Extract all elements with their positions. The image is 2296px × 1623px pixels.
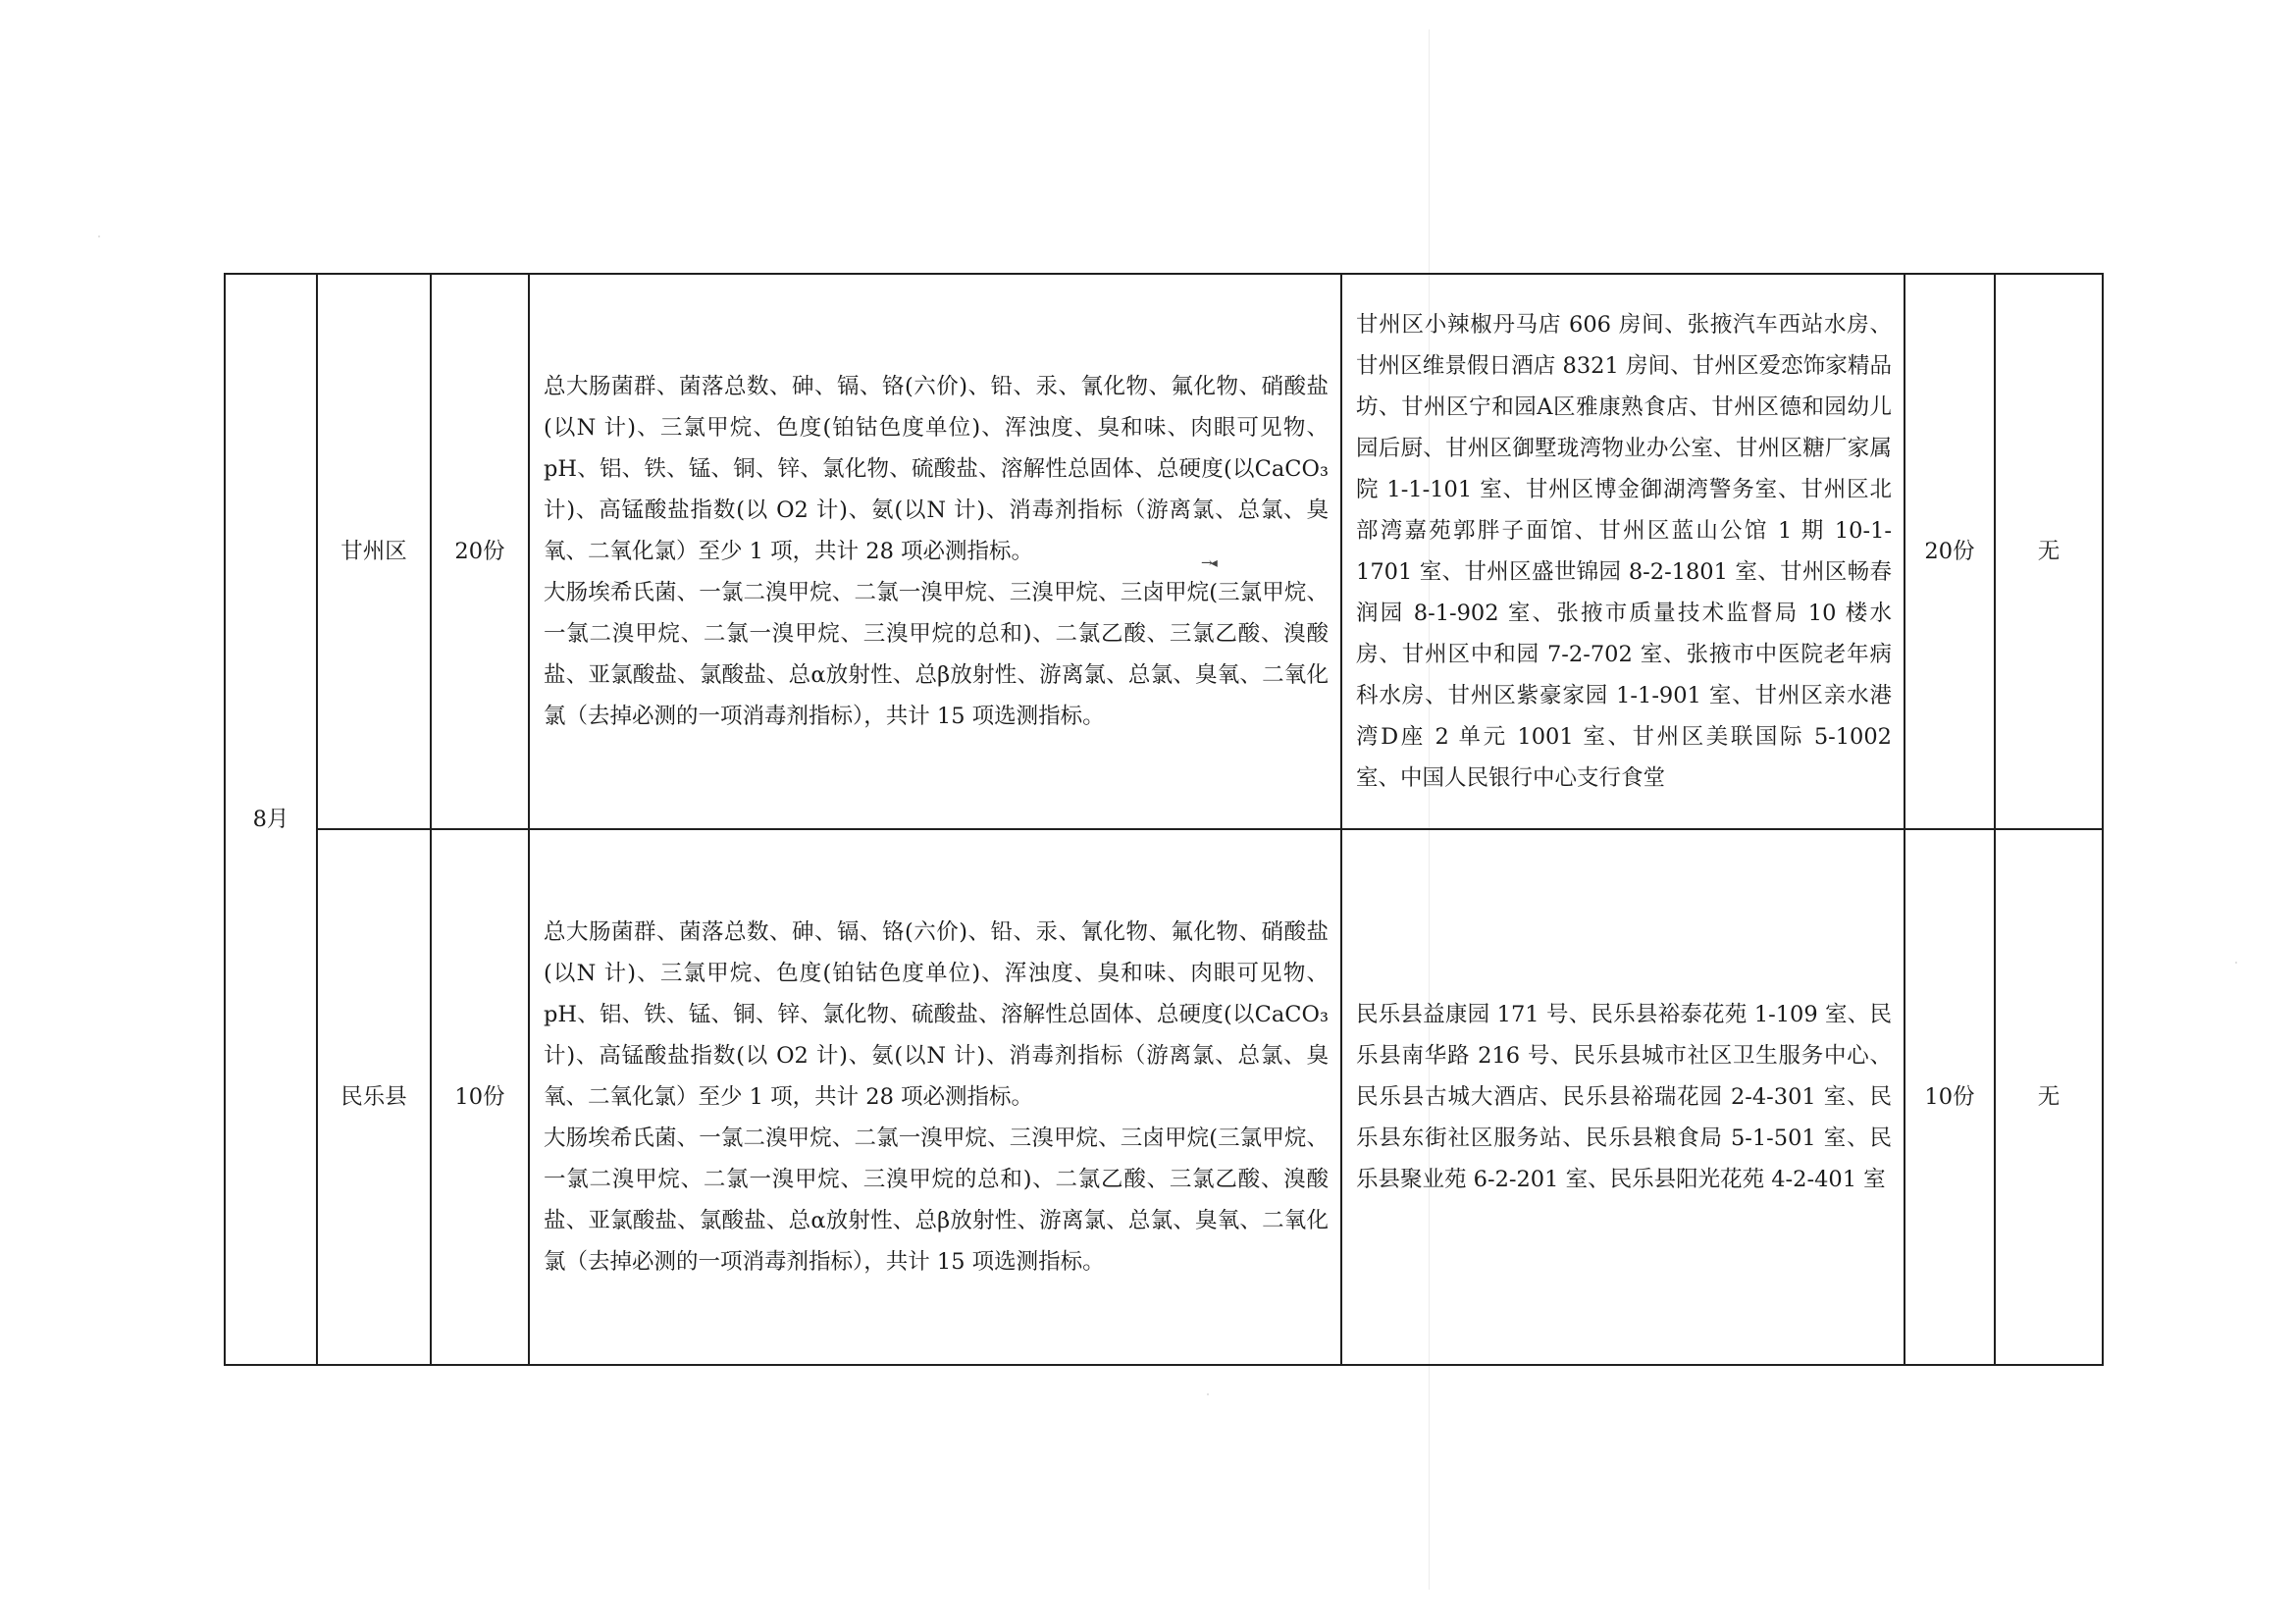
sampling-sites-cell	[1341, 274, 1905, 829]
sampling-sites-text: 甘州区小辣椒丹马店 606 房间、张掖汽车西站水房、甘州区维景假日酒店 8321 房间、甘州区爱恋饰家精品坊、甘州区宁和园A区雅康熟食店、甘州区德和园幼儿园后厨、甘州区御墅珑湾物业办公室、甘州区糖厂家属院 1-1-101 室、甘州区博金御湖湾警务室、甘州区北部湾嘉苑郭胖子面馆、甘州区蓝山公馆 1 期 10-1-1701 室、甘州区盛世锦园 8-2-1801 室、甘州区畅春润园 8-1-902 室、张掖市质量技术监督局 10 楼水房、甘州区中和园 7-2-702 室、张掖市中医院老年病科水房、甘州区紫豪家园 1-1-901 室、甘州区亲水港湾D座 2 单元 1001 室、甘州区美联国际 5-1002 室、中国人民银行中心支行食堂	[1356, 312, 1892, 791]
test-items-cell	[529, 274, 1341, 829]
month-cell: 8月	[225, 274, 317, 1365]
required-items-text: 总大肠菌群、菌落总数、砷、镉、铬(六价)、铅、汞、氰化物、氟化物、硝酸盐(以N 计)、三氯甲烷、色度(铂钴色度单位)、浑浊度、臭和味、肉眼可见物、pH、铝、铁、锰、铜、锌、氯化物、硫酸盐、溶解性总固体、总硬度(以CaCO₃计)、高锰酸盐指数(以 O2 计)、氨(以N 计)、消毒剂指标（游离氯、总氯、臭氧、二氧化氯）至少 1 项，共计 28 项必测指标。	[544, 919, 1329, 1110]
stray-scan-mark: →◂	[1201, 555, 1216, 571]
optional-items-text: 大肠埃希氏菌、一氯二溴甲烷、二氯一溴甲烷、三溴甲烷、三卤甲烷(三氯甲烷、一氯二溴甲烷、二氯一溴甲烷、三溴甲烷的总和)、二氯乙酸、三氯乙酸、溴酸盐、亚氯酸盐、氯酸盐、总α放射性、总β放射性、游离氯、总氯、臭氧、二氧化氯（去掉必测的一项消毒剂指标），共计 15 项选测指标。	[544, 1126, 1329, 1275]
remark-cell: 无	[1995, 274, 2103, 829]
sampling-sites-cell	[1341, 829, 1905, 1365]
scan-speck	[1207, 1393, 1209, 1395]
sampling-sites-text: 民乐县益康园 171 号、民乐县裕泰花苑 1-109 室、民乐县南华路 216 号、民乐县城市社区卫生服务中心、民乐县古城大酒店、民乐县裕瑞花园 2-4-301 室、民乐县东街社区服务站、民乐县粮食局 5-1-501 室、民乐县聚业苑 6-2-201 室、民乐县阳光花苑 4-2-401 室	[1356, 1002, 1892, 1192]
optional-items-text: 大肠埃希氏菌、一氯二溴甲烷、二氯一溴甲烷、三溴甲烷、三卤甲烷(三氯甲烷、一氯二溴甲烷、二氯一溴甲烷、三溴甲烷的总和)、二氯乙酸、三氯乙酸、溴酸盐、亚氯酸盐、氯酸盐、总α放射性、总β放射性、游离氯、总氯、臭氧、二氧化氯（去掉必测的一项消毒剂指标），共计 15 项选测指标。	[544, 580, 1329, 729]
district-cell: 民乐县	[317, 829, 431, 1365]
remark-cell: 无	[1995, 829, 2103, 1365]
actual-count-cell: 20份	[1905, 274, 1995, 829]
required-items-text: 总大肠菌群、菌落总数、砷、镉、铬(六价)、铅、汞、氰化物、氟化物、硝酸盐(以N 计)、三氯甲烷、色度(铂钴色度单位)、浑浊度、臭和味、肉眼可见物、pH、铝、铁、锰、铜、锌、氯化物、硫酸盐、溶解性总固体、总硬度(以CaCO₃计)、高锰酸盐指数(以 O2 计)、氨(以N 计)、消毒剂指标（游离氯、总氯、臭氧、二氧化氯）至少 1 项，共计 28 项必测指标。	[544, 374, 1329, 564]
table-row	[225, 274, 2103, 829]
planned-count-cell: 20份	[431, 274, 529, 829]
scan-speck	[98, 236, 100, 237]
table-row	[225, 829, 2103, 1365]
district-cell: 甘州区	[317, 274, 431, 829]
test-items-cell	[529, 829, 1341, 1365]
water-sampling-table	[224, 273, 2104, 1366]
actual-count-cell: 10份	[1905, 829, 1995, 1365]
planned-count-cell: 10份	[431, 829, 529, 1365]
scan-speck	[2235, 962, 2237, 964]
